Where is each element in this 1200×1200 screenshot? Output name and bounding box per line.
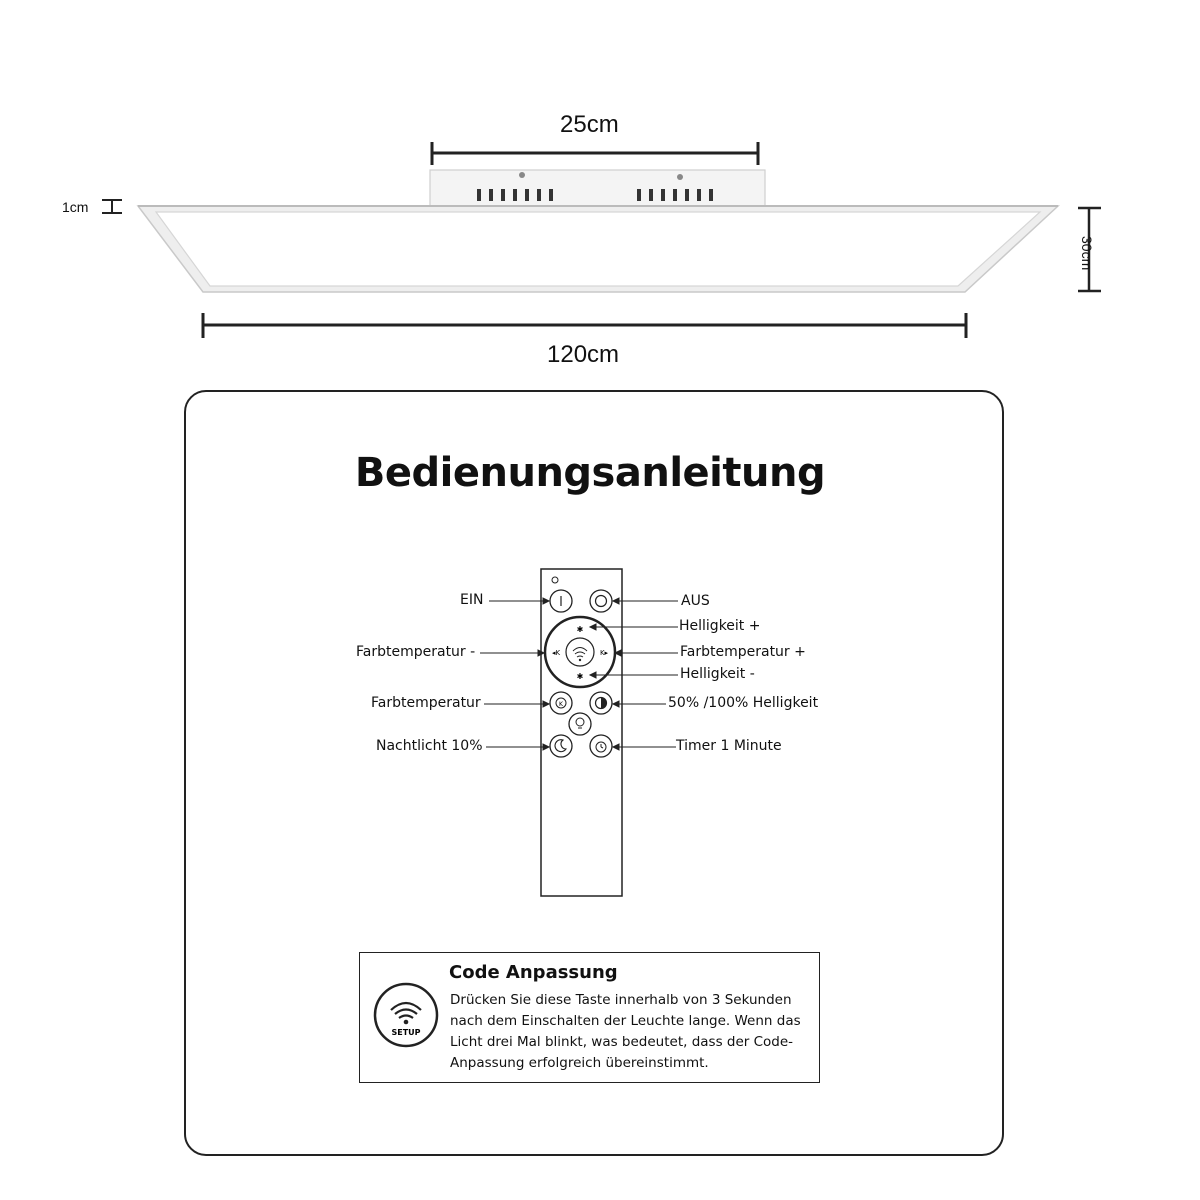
- svg-text:K▸: K▸: [599, 649, 609, 657]
- code-adjust-title: Code Anpassung: [449, 962, 618, 983]
- mounting-box: [430, 170, 765, 206]
- label-ein: EIN: [460, 592, 484, 608]
- remote-bulb-button: [569, 713, 591, 735]
- svg-text:✱: ✱: [576, 672, 584, 681]
- dimension-label-25cm: 25cm: [560, 111, 619, 138]
- remote-off-button: [590, 590, 612, 612]
- remote-control: [0, 560, 1200, 900]
- svg-text:◂K: ◂K: [551, 649, 561, 657]
- label-brightness-up: Helligkeit +: [679, 618, 761, 634]
- dimension-line-120cm: [203, 313, 966, 338]
- label-timer: Timer 1 Minute: [676, 738, 782, 754]
- dimension-label-120cm: 120cm: [547, 341, 620, 368]
- label-nightlight: Nachtlicht 10%: [376, 738, 483, 754]
- code-adjust-text: Drücken Sie diese Taste innerhalb von 3 Sekunden nach dem Einschalten der Leuchte lange. Wenn das Licht drei Mal blinkt, was bedeutet, dass der Code-Anpassung erfolgreich übereinstimmt.: [450, 992, 801, 1071]
- dimension-label-1cm: 1cm: [62, 199, 89, 215]
- setup-icon-label: SETUP: [391, 1028, 421, 1037]
- dimension-line-25cm: [432, 142, 758, 165]
- svg-text:✱: ✱: [576, 625, 584, 634]
- label-aus: AUS: [681, 593, 710, 609]
- label-colortemp: Farbtemperatur: [371, 695, 481, 711]
- led-panel: [138, 206, 1058, 292]
- svg-text:K: K: [559, 701, 563, 708]
- label-colortemp-up: Farbtemperatur +: [680, 644, 806, 660]
- dimension-label-30cm: 30cm: [1079, 236, 1095, 271]
- label-half-full: 50% /100% Helligkeit: [668, 695, 819, 711]
- remote-colortemp-button: [550, 692, 572, 714]
- manual-title: Bedienungsanleitung: [354, 450, 826, 496]
- dimension-line-1cm: [102, 200, 122, 213]
- label-colortemp-down: Farbtemperatur -: [356, 644, 476, 660]
- code-adjust-box: [359, 952, 820, 1083]
- panel-drawing: [0, 0, 1200, 380]
- remote-on-button: [550, 590, 572, 612]
- setup-wifi-icon: [372, 981, 440, 1049]
- label-brightness-down: Helligkeit -: [680, 666, 755, 682]
- remote-half-full-button: [590, 692, 612, 714]
- remote-nightlight-button: [550, 735, 572, 757]
- remote-timer-button: [590, 735, 612, 757]
